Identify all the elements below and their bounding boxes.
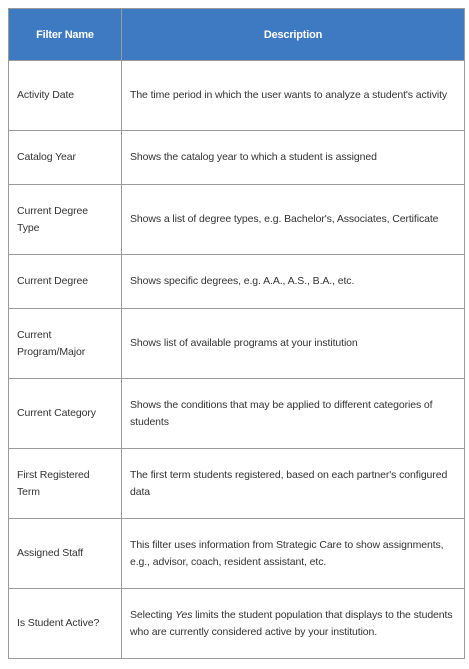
description-cell: Shows list of available programs at your institution bbox=[122, 309, 465, 379]
table-row bbox=[9, 309, 465, 379]
description-cell bbox=[122, 589, 465, 659]
header-filter-name: Filter Name bbox=[9, 9, 122, 61]
description-cell: Shows the conditions that may be applied to different categories of students bbox=[122, 379, 465, 449]
table-row bbox=[9, 61, 465, 131]
filter-table-container bbox=[8, 8, 464, 659]
filter-name-cell: Assigned Staff bbox=[9, 519, 122, 589]
table-row bbox=[9, 449, 465, 519]
filter-name-cell: Activity Date bbox=[9, 61, 122, 131]
filter-name-cell: Current Degree Type bbox=[9, 185, 122, 255]
table-row bbox=[9, 519, 465, 589]
table-row bbox=[9, 255, 465, 309]
filter-name-cell: Is Student Active? bbox=[9, 589, 122, 659]
filter-name-cell: Current Degree bbox=[9, 255, 122, 309]
table-header-row bbox=[9, 9, 465, 61]
description-cell: The time period in which the user wants to analyze a student's activity bbox=[122, 61, 465, 131]
description-emphasis: Yes bbox=[175, 608, 193, 621]
description-cell: The first term students registered, based on each partner's configured data bbox=[122, 449, 465, 519]
description-cell: This filter uses information from Strategic Care to show assignments, e.g., advisor, coach, resident assistant, etc. bbox=[122, 519, 465, 589]
description-cell: Shows the catalog year to which a student is assigned bbox=[122, 131, 465, 185]
filter-name-cell: First Registered Term bbox=[9, 449, 122, 519]
filter-name-cell: Current Program/Major bbox=[9, 309, 122, 379]
table-row bbox=[9, 185, 465, 255]
description-prefix: Selecting bbox=[130, 608, 176, 621]
table-row bbox=[9, 379, 465, 449]
table-row bbox=[9, 131, 465, 185]
description-cell: Shows specific degrees, e.g. A.A., A.S., B.A., etc. bbox=[122, 255, 465, 309]
description-suffix: limits the student population that displays to the students who are currently considered active by your institution. bbox=[130, 608, 453, 638]
description-cell: Shows a list of degree types, e.g. Bachelor's, Associates, Certificate bbox=[122, 185, 465, 255]
filter-name-cell: Catalog Year bbox=[9, 131, 122, 185]
filter-name-cell: Current Category bbox=[9, 379, 122, 449]
header-description: Description bbox=[122, 9, 465, 61]
filter-table bbox=[8, 8, 465, 659]
table-row bbox=[9, 589, 465, 659]
